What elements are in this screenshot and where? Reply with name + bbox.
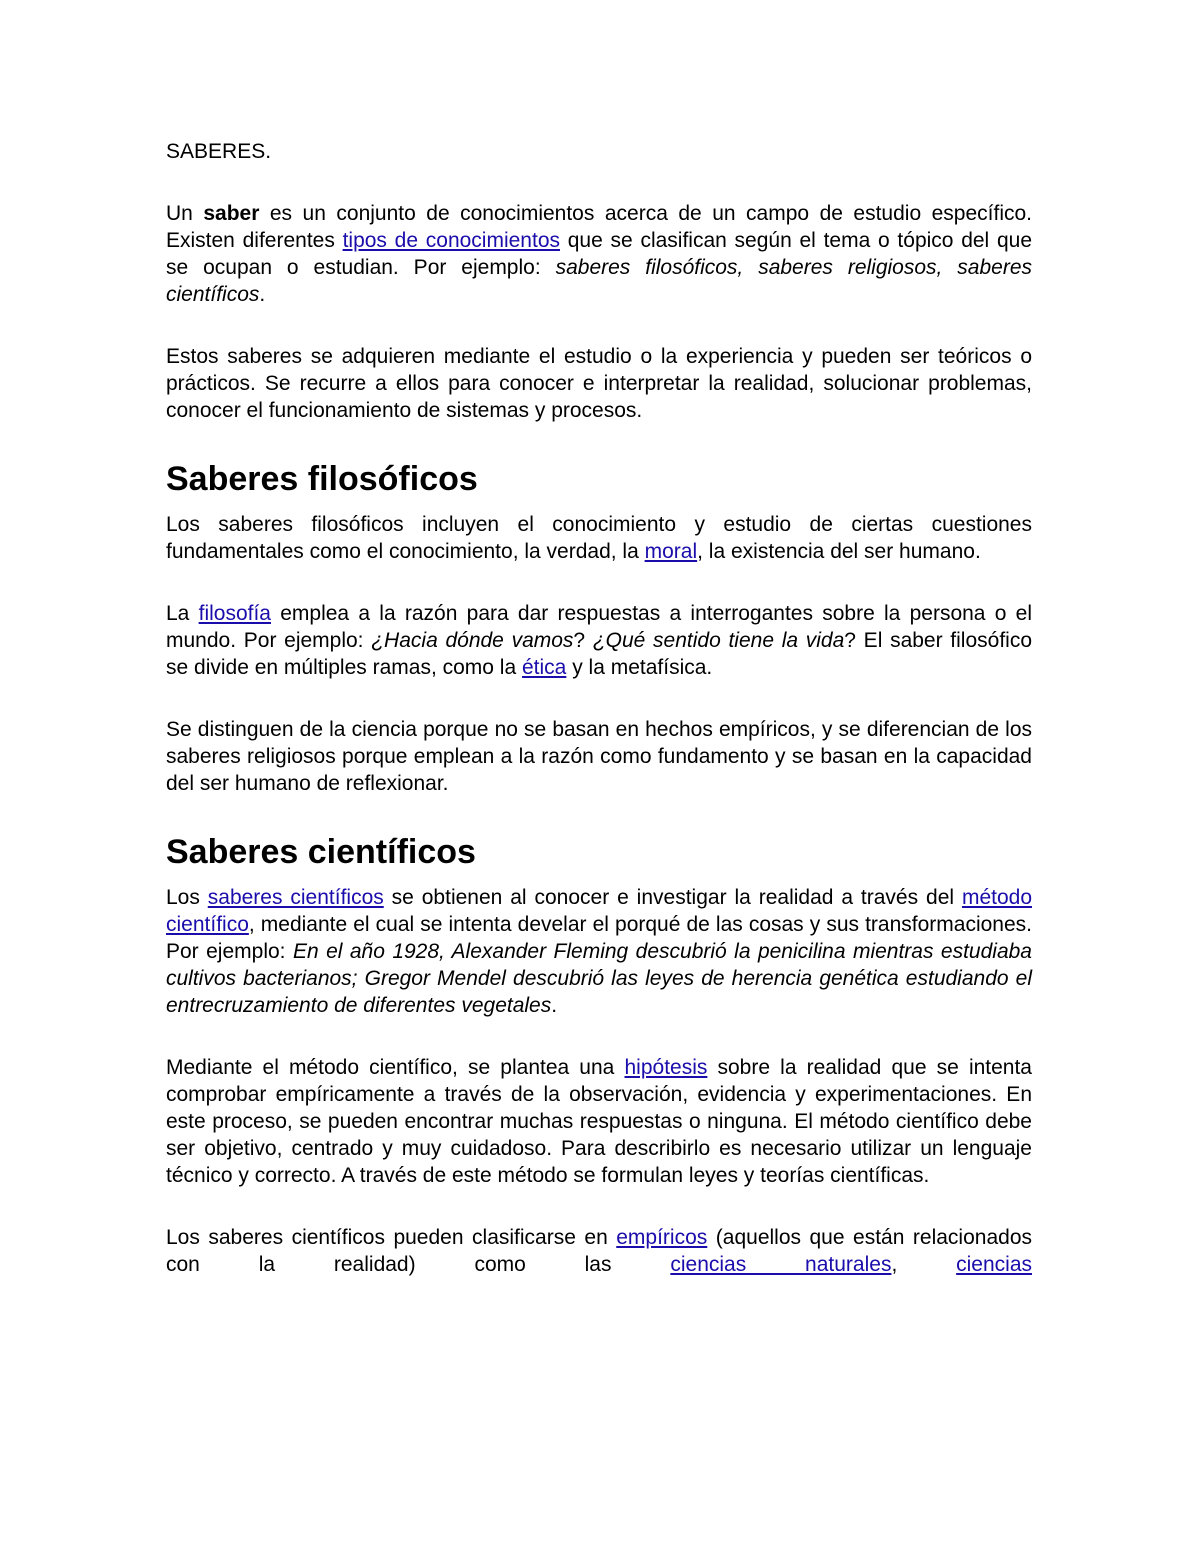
italic-question-1: ¿Hacia dónde vamos — [371, 629, 574, 652]
filosoficos-paragraph-2: La filosofía emplea a la razón para dar respuestas a interrogantes sobre la persona o el mundo. Por ejemplo: ¿Hacia dónde vamos? ¿Qué sentido tiene la vida? El saber filosófico se divide en múltiples ramas, como la ética y la metafísica. — [166, 602, 1033, 679]
link-tipos-de-conocimientos[interactable]: tipos de conocimientos — [342, 229, 561, 252]
italic-question-2: ¿Qué sentido tiene la vida — [592, 629, 845, 652]
filosoficos-paragraph-1: Los saberes filosóficos incluyen el conocimiento y estudio de ciertas cuestiones fundamentales como el conocimiento, la verdad, la moral, la existencia del ser humano. — [166, 513, 1032, 563]
cientificos-paragraph-3: Los saberes científicos pueden clasificarse en empíricos (aquellos que están relacionados con la realidad) como las ciencias naturales, ciencias — [166, 1226, 1033, 1276]
document-title: SABERES. — [166, 140, 272, 163]
cientificos-paragraph-1: Los saberes científicos se obtienen al conocer e investigar la realidad a través del método científico, mediante el cual se intenta develar el porqué de las cosas y sus transformaciones. Por ejemplo: En el año 1928, Alexander Fleming descubrió la penicilina mientras estudiaba cultivos bacterianos; Gregor Mendel descubrió las leyes de herencia genética estudiando el entrecruzamiento de diferentes vegetales. — [166, 886, 1032, 1017]
heading-saberes-filosoficos: Saberes filosóficos — [166, 460, 478, 498]
link-metodo-cientifico[interactable]: método científico — [166, 886, 1032, 936]
intro-paragraph-1: Un saber es un conjunto de conocimientos acerca de un campo de estudio específico. Existen diferentes tipos de conocimientos que se clasifican según el tema o tópico del que se ocupan o estudian. Por ejemplo: saberes filosóficos, saberes religiosos, saberes científicos. — [166, 202, 1033, 306]
heading-saberes-cientificos: Saberes científicos — [166, 833, 476, 871]
document-page — [166, 138, 1032, 1278]
link-filosofia[interactable]: filosofía — [198, 602, 271, 625]
link-hipotesis[interactable]: hipótesis — [624, 1056, 708, 1079]
filosoficos-paragraph-3: Se distinguen de la ciencia porque no se basan en hechos empíricos, y se diferencian de los saberes religiosos porque emplean a la razón como fundamento y se basan en la capacidad del ser humano de reflexionar. — [166, 718, 1032, 795]
italic-example: En el año 1928, Alexander Fleming descubrió la penicilina mientras estudiaba cultivos bacterianos; Gregor Mendel descubrió las leyes de herencia genética estudiando el entrecruzamiento de diferentes vegetales — [166, 940, 1032, 1017]
cientificos-paragraph-2: Mediante el método científico, se plantea una hipótesis sobre la realidad que se intenta comprobar empíricamente a través de la observación, evidencia y experimentaciones. En este proceso, se pueden encontrar muchas respuestas o ninguna. El método científico debe ser objetivo, centrado y muy cuidadoso. Para describirlo es necesario utilizar un lenguaje técnico y correcto. A través de este método se formulan leyes y teorías científicas. — [166, 1056, 1032, 1187]
intro-paragraph-2: Estos saberes se adquieren mediante el estudio o la experiencia y pueden ser teóricos o prácticos. Se recurre a ellos para conocer e interpretar la realidad, solucionar problemas, conocer el funcionamiento de sistemas y procesos. — [166, 345, 1032, 422]
bold-term-saber: saber — [203, 202, 260, 225]
link-moral[interactable]: moral — [644, 540, 698, 563]
link-etica[interactable]: ética — [522, 656, 567, 679]
italic-examples: saberes filosóficos, saberes religiosos, saberes científicos — [166, 256, 1033, 306]
link-empiricos[interactable]: empíricos — [616, 1226, 708, 1249]
link-ciencias-naturales[interactable]: ciencias naturales — [670, 1253, 892, 1276]
link-saberes-cientificos[interactable]: saberes científicos — [207, 886, 384, 909]
link-ciencias[interactable]: ciencias — [956, 1253, 1033, 1276]
